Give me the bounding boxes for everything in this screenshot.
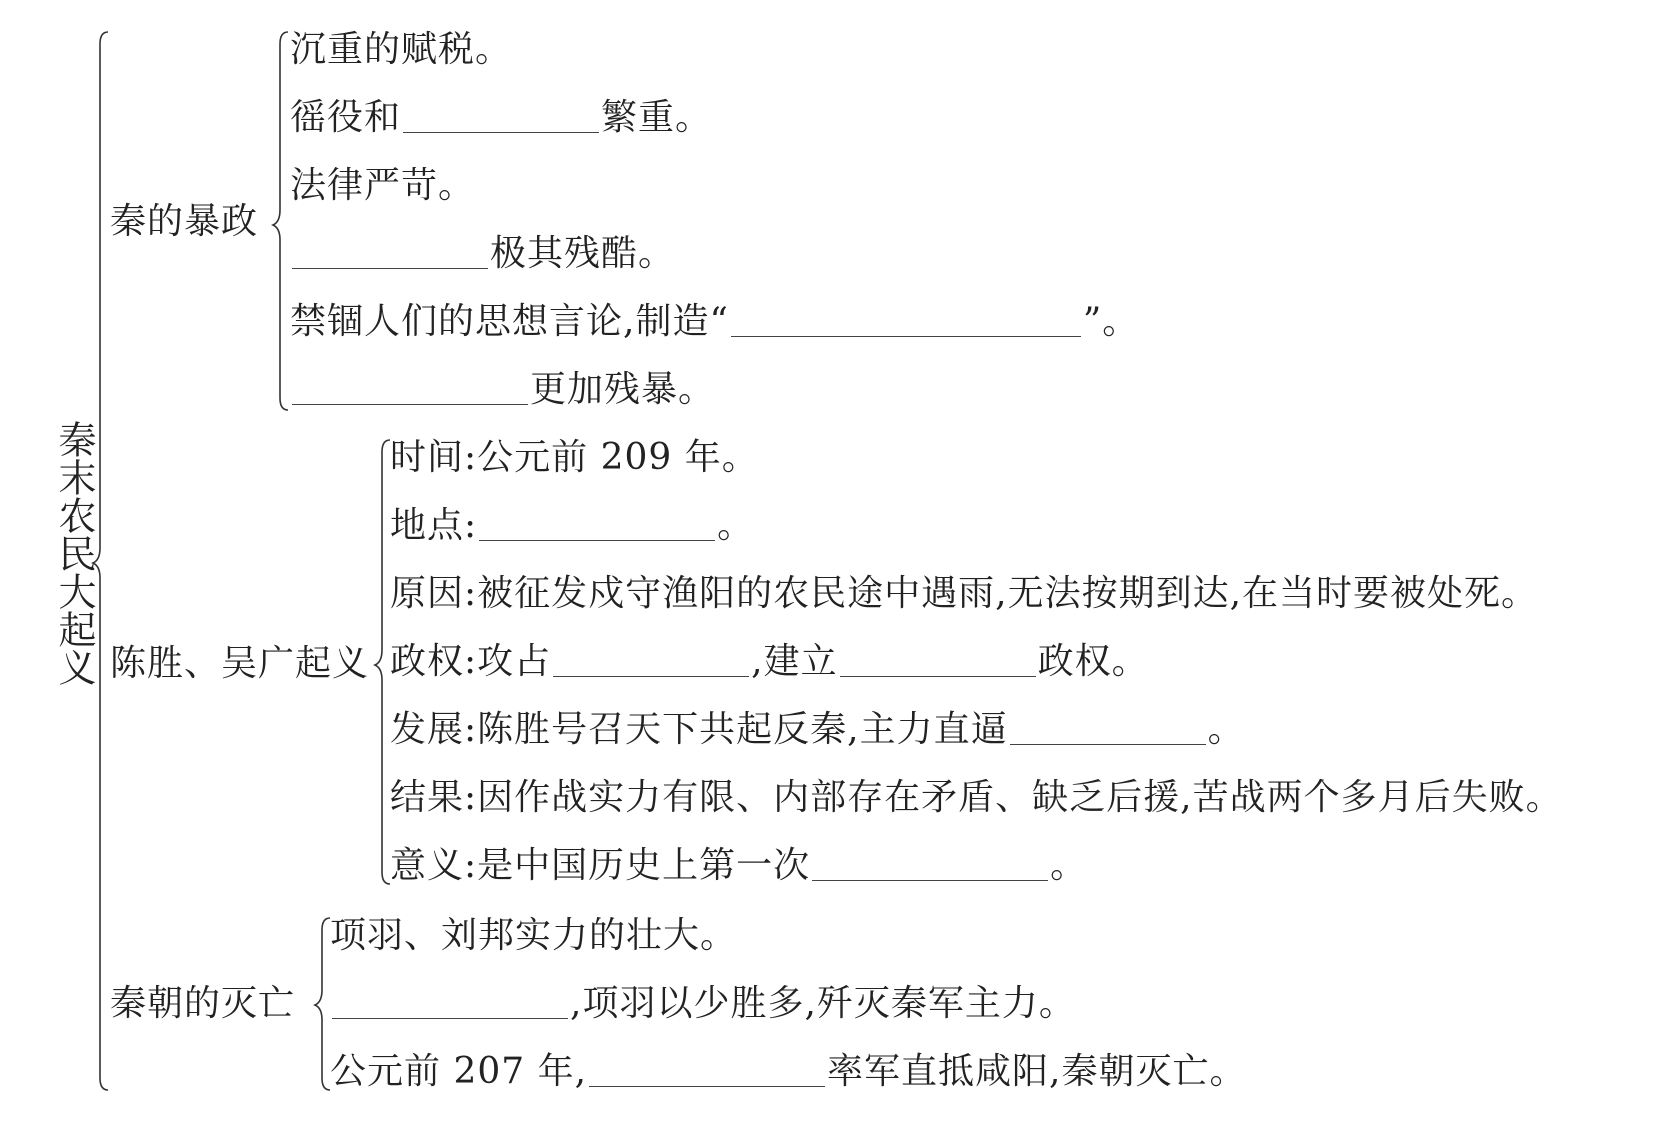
answer-blank[interactable] <box>731 302 1081 337</box>
uprising-item-place: 地点: 。 <box>390 505 755 546</box>
tyranny-heading: 秦的暴政 <box>110 201 259 242</box>
tyranny-item-5: 禁锢人们的思想言论,制造“ ”。 <box>290 301 1140 342</box>
uprising-item-cause: 原因:被征发戍守渔阳的农民途中遇雨,无法按期到达,在当时要被处死。 <box>390 573 1539 614</box>
answer-blank[interactable] <box>292 370 528 405</box>
answer-blank[interactable] <box>840 642 1036 677</box>
root-title: 秦末农民大起义 <box>52 420 96 686</box>
uprising-item-significance: 意义:是中国历史上第一次 。 <box>390 845 1088 886</box>
tyranny-item-4: 极其残酷。 <box>290 232 675 276</box>
answer-blank[interactable] <box>292 234 488 269</box>
uprising-item-development: 发展:陈胜号召天下共起反秦,主力直逼 。 <box>390 709 1245 750</box>
answer-blank[interactable] <box>589 1052 825 1087</box>
answer-blank[interactable] <box>403 98 599 133</box>
uprising-item-regime: 政权:攻占 ,建立 政权。 <box>390 641 1149 682</box>
fall-item-1: 项羽、刘邦实力的壮大。 <box>330 915 738 956</box>
answer-blank[interactable] <box>812 846 1048 881</box>
answer-blank[interactable] <box>479 506 715 541</box>
uprising-heading: 陈胜、吴广起义 <box>110 643 370 684</box>
answer-blank[interactable] <box>1010 710 1206 745</box>
tyranny-item-3: 法律严苛。 <box>290 165 476 206</box>
fall-item-2: ,项羽以少胜多,歼灭秦军主力。 <box>330 982 1076 1026</box>
tyranny-item-6: 更加残暴。 <box>290 368 715 412</box>
uprising-item-result: 结果:因作战实力有限、内部存在矛盾、缺乏后援,苦战两个多月后失败。 <box>390 777 1563 818</box>
answer-blank[interactable] <box>553 642 749 677</box>
uprising-brace <box>375 440 390 884</box>
tyranny-item-2: 徭役和 繁重。 <box>290 97 713 138</box>
tyranny-brace <box>273 32 288 410</box>
fall-heading: 秦朝的灭亡 <box>110 983 296 1024</box>
fall-item-3: 公元前 207 年, 率军直抵咸阳,秦朝灭亡。 <box>330 1051 1247 1092</box>
tyranny-item-1: 沉重的赋税。 <box>290 29 513 70</box>
fall-brace <box>315 918 330 1090</box>
uprising-item-time: 时间:公元前 209 年。 <box>390 437 759 478</box>
answer-blank[interactable] <box>332 984 568 1019</box>
